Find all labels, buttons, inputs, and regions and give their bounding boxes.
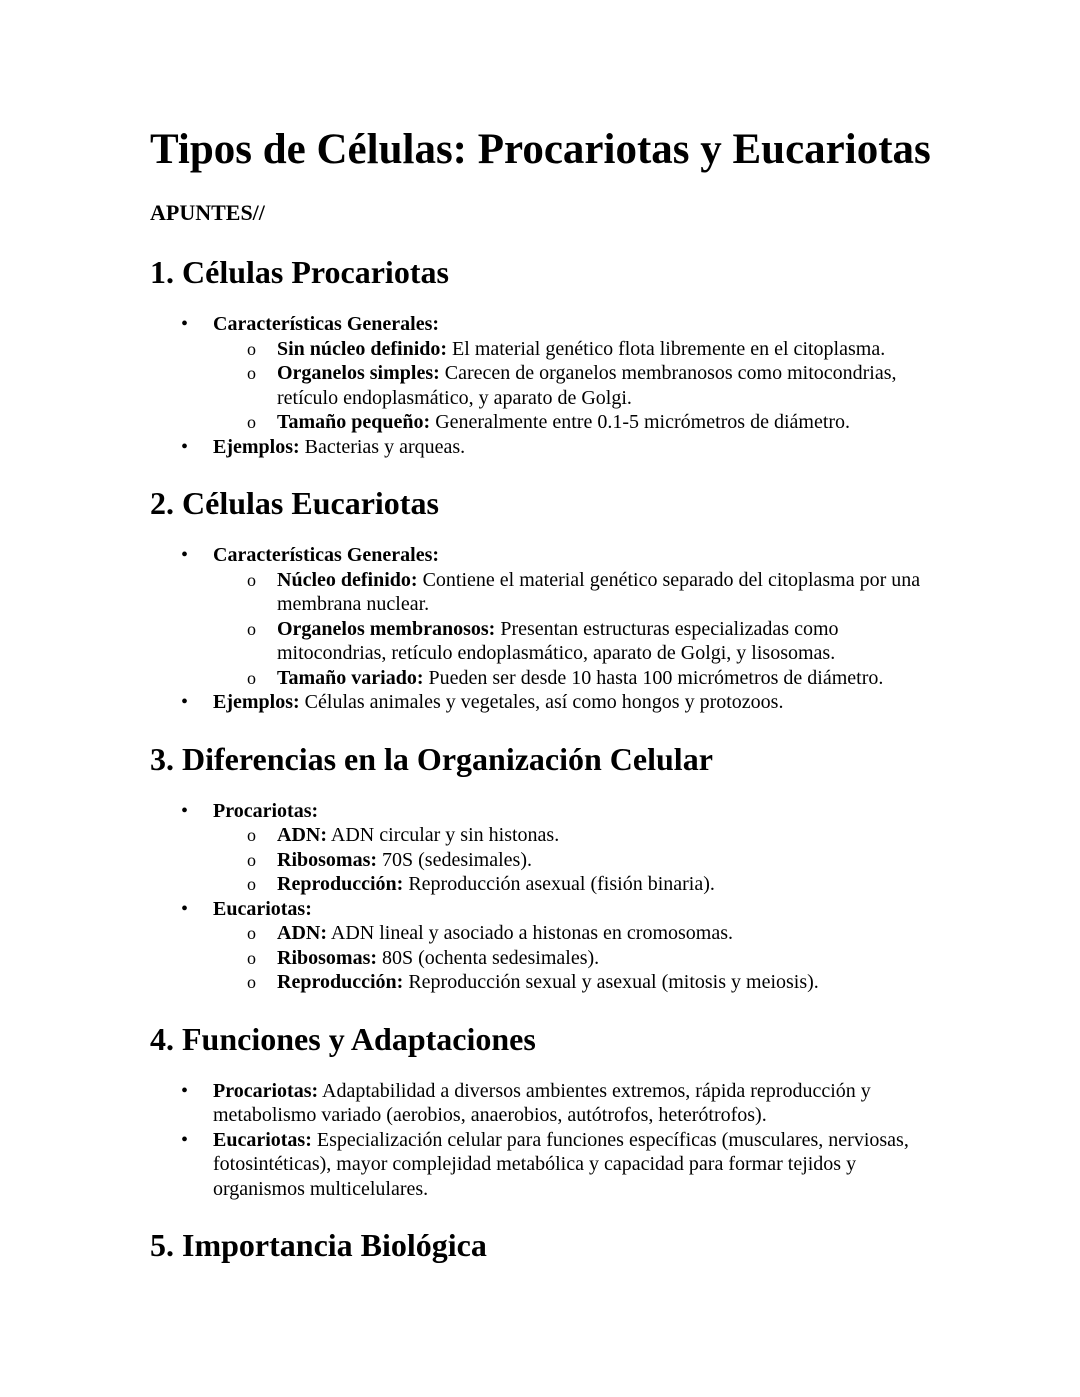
sub-list — [213, 823, 940, 897]
sub-list-item — [213, 823, 940, 848]
sub-list-item — [213, 337, 940, 362]
bullet-icon: • — [181, 435, 189, 458]
list-item — [150, 1079, 940, 1128]
sub-item-label: ADN: — [277, 922, 327, 944]
sub-item-label: Núcleo definido: — [277, 568, 418, 591]
sub-list-item — [213, 946, 940, 971]
document-page — [150, 120, 940, 1267]
sub-item-text: 70S (sedesimales). — [377, 848, 532, 871]
circle-bullet-icon: o — [247, 338, 256, 359]
list-item — [150, 543, 940, 690]
bullet-list — [150, 312, 940, 459]
bullet-icon: • — [181, 544, 189, 566]
list-item — [150, 312, 940, 435]
bullet-icon: • — [181, 1128, 189, 1151]
circle-bullet-icon: o — [247, 618, 256, 639]
bullet-icon: • — [181, 691, 189, 713]
sub-item-text: Carecen de organelos membranosos como mitocondrias, retículo endoplasmático, y aparato de Golgi. — [277, 362, 897, 409]
circle-bullet-icon: o — [247, 667, 256, 688]
sub-item-label: Organelos membranosos: — [277, 617, 496, 640]
sections-container — [150, 250, 940, 1267]
sub-item-text: 80S (ochenta sedesimales). — [377, 946, 600, 969]
bullet-icon: • — [181, 799, 189, 822]
circle-bullet-icon: o — [247, 363, 256, 383]
section-heading: 5. Importancia Biológica — [150, 1227, 487, 1263]
sub-item-label: Ribosomas: — [277, 946, 378, 969]
sub-list — [213, 921, 940, 995]
list-item — [150, 690, 940, 715]
sub-item-text: Reproducción sexual y asexual (mitosis y meiosis). — [403, 971, 819, 993]
sub-item-label: Reproducción: — [277, 971, 404, 993]
item-label: Procariotas: — [213, 799, 319, 822]
sub-item-text: Reproducción asexual (fisión binaria). — [403, 873, 715, 895]
sub-list-item — [213, 361, 940, 410]
sub-item-text: Pueden ser desde 10 hasta 100 micrómetros de diámetro. — [423, 666, 884, 689]
list-item — [150, 799, 940, 897]
sub-item-text: ADN lineal y asociado a histonas en cromosomas. — [327, 922, 734, 944]
sub-item-text: Contiene el material genético separado del citoplasma por una membrana nuclear. — [277, 568, 921, 615]
sub-list-item — [213, 568, 940, 617]
sub-item-label: Reproducción: — [277, 873, 404, 895]
page-title: Tipos de Células: Procariotas y Eucariotas — [150, 126, 931, 173]
sub-list-item — [213, 410, 940, 435]
bullet-icon: • — [181, 1079, 189, 1102]
bullet-list — [150, 543, 940, 715]
list-item — [150, 435, 940, 460]
list-item — [150, 1128, 940, 1202]
item-label: Ejemplos: — [213, 691, 300, 713]
item-text: Bacterias y arqueas. — [299, 435, 466, 458]
sub-item-label: Organelos simples: — [277, 362, 440, 384]
notes-label: APUNTES// — [150, 200, 265, 225]
circle-bullet-icon: o — [247, 849, 256, 870]
item-label: Eucariotas: — [213, 1128, 312, 1151]
item-text: Células animales y vegetales, así como hongos y protozoos. — [299, 691, 784, 713]
sub-item-text: Presentan estructuras especializadas como mitocondrias, retículo endoplasmático, aparato de Golgi, y lisosomas. — [277, 617, 839, 664]
sub-item-label: Ribosomas: — [277, 848, 378, 871]
item-label: Procariotas: — [213, 1079, 319, 1102]
section-heading: 1. Células Procariotas — [150, 254, 449, 290]
sub-item-text: Generalmente entre 0.1-5 micrómetros de diámetro. — [430, 411, 851, 433]
sub-item-text: ADN circular y sin histonas. — [327, 824, 560, 846]
circle-bullet-icon: o — [247, 412, 256, 432]
sub-item-label: ADN: — [277, 824, 327, 846]
sub-item-text: El material genético flota libremente en el citoplasma. — [447, 337, 886, 360]
bullet-list — [150, 1079, 940, 1202]
sub-list-item — [213, 872, 940, 897]
circle-bullet-icon: o — [247, 947, 256, 968]
sub-list-item — [213, 617, 940, 666]
sub-list-item — [213, 921, 940, 946]
sub-list — [213, 568, 940, 691]
bullet-icon: • — [181, 313, 189, 335]
section-heading: 3. Diferencias en la Organización Celular — [150, 740, 713, 777]
sub-item-label: Sin núcleo definido: — [277, 337, 448, 360]
item-label: Ejemplos: — [213, 435, 300, 458]
bullet-list — [150, 799, 940, 995]
list-item — [150, 897, 940, 995]
item-label: Características Generales: — [213, 313, 440, 335]
circle-bullet-icon: o — [247, 972, 256, 992]
sub-item-label: Tamaño pequeño: — [277, 411, 431, 433]
item-label: Eucariotas: — [213, 897, 312, 920]
circle-bullet-icon: o — [247, 825, 256, 845]
sub-list-item — [213, 970, 940, 995]
sub-list-item — [213, 848, 940, 873]
item-text: Adaptabilidad a diversos ambientes extremos, rápida reproducción y metabolismo variado (aerobios, anaerobios, autótrofos, heterótrofos). — [213, 1079, 871, 1126]
sub-item-label: Tamaño variado: — [277, 666, 424, 689]
item-label: Características Generales: — [213, 544, 440, 566]
item-text: Especialización celular para funciones específicas (musculares, nerviosas, fotosintéticas), mayor complejidad metabólica y capacidad para formar tejidos y organismos multicelulares. — [213, 1128, 909, 1200]
circle-bullet-icon: o — [247, 923, 256, 943]
sub-list-item — [213, 666, 940, 691]
bullet-icon: • — [181, 897, 189, 920]
circle-bullet-icon: o — [247, 569, 256, 590]
section-heading: 2. Células Eucariotas — [150, 485, 439, 521]
circle-bullet-icon: o — [247, 874, 256, 894]
section-heading: 4. Funciones y Adaptaciones — [150, 1020, 536, 1057]
sub-list — [213, 337, 940, 435]
